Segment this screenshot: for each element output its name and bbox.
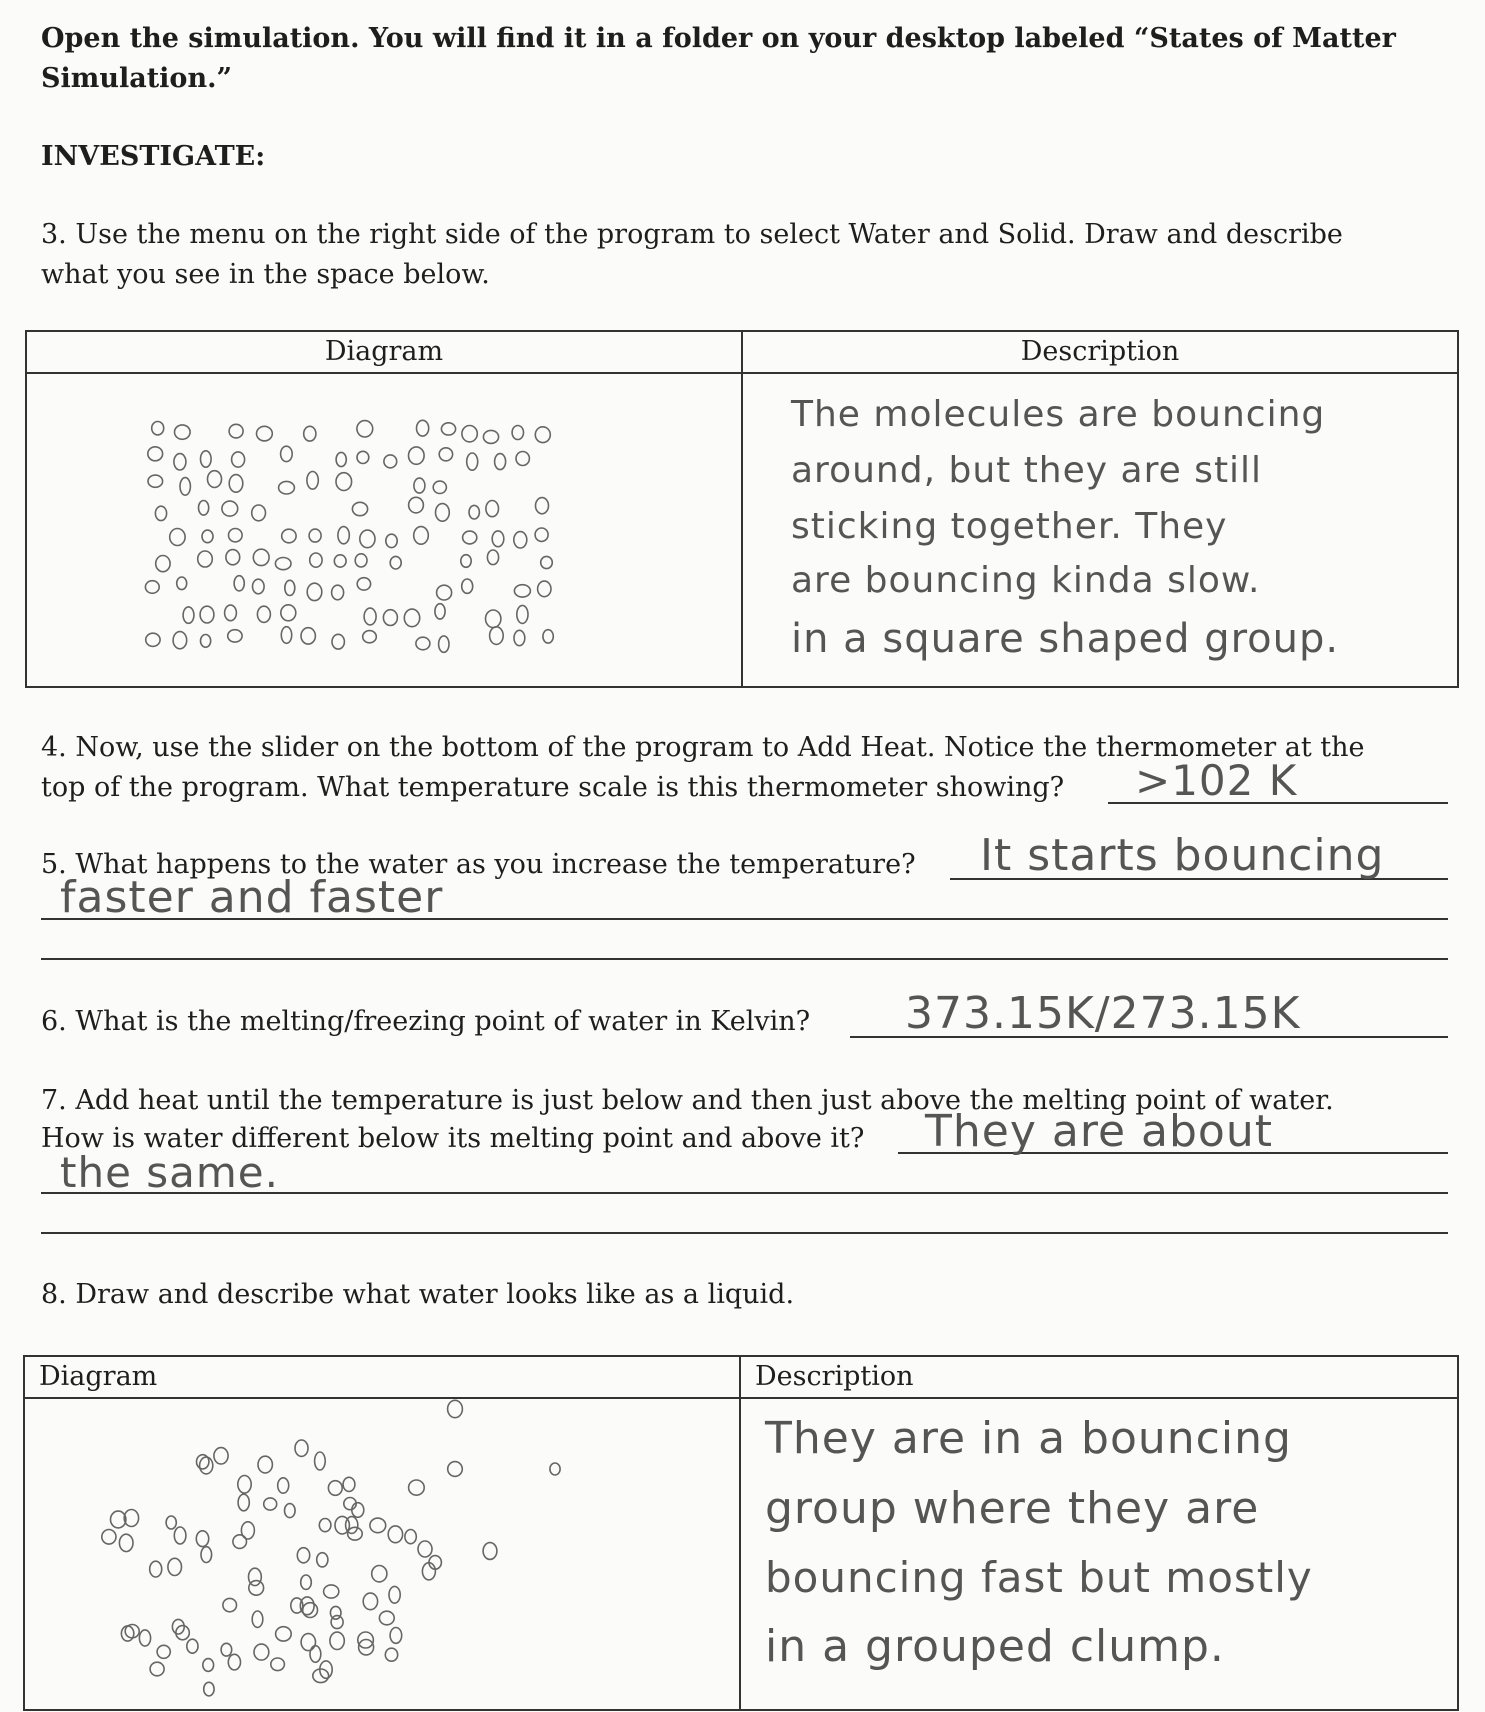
molecule-circle	[304, 426, 316, 441]
molecule-circle	[307, 472, 318, 490]
molecule-circle	[254, 1644, 269, 1660]
molecule-circle	[200, 1457, 213, 1474]
molecule-circle	[409, 497, 424, 513]
molecule-circle	[330, 1632, 344, 1649]
q8-answer-line-2: group where they are	[765, 1483, 1260, 1534]
molecule-circle	[390, 556, 401, 569]
q8-question: 8. Draw and describe what water looks like as a liquid.	[41, 1279, 795, 1310]
molecule-circle	[155, 506, 166, 520]
molecule-circle	[439, 636, 449, 652]
molecule-circle	[301, 1575, 312, 1589]
molecule-circle	[514, 630, 525, 645]
molecule-circle	[187, 1639, 198, 1653]
molecule-circle	[357, 578, 370, 590]
q3-description-cell	[742, 373, 1458, 687]
molecule-circle	[414, 478, 425, 493]
q3-line-1: 3. Use the menu on the right side of the program to select Water and Solid. Draw and describe	[41, 219, 1343, 250]
q8-table	[23, 1355, 1459, 1711]
molecule-circle	[383, 610, 397, 626]
molecule-circle	[448, 1400, 463, 1417]
molecule-circle	[336, 452, 346, 466]
q4-line-1: 4. Now, use the slider on the bottom of the program to Add Heat. Notice the thermometer at the	[41, 732, 1365, 763]
molecule-circle	[199, 501, 209, 516]
q3-diagram-cell	[26, 373, 742, 687]
molecule-circle	[324, 1585, 339, 1598]
molecule-circle	[517, 605, 528, 623]
molecule-circle	[238, 1476, 251, 1494]
q8-diagram-header: Diagram	[24, 1356, 740, 1398]
molecule-circle	[536, 498, 549, 514]
molecule-circle	[253, 549, 269, 565]
molecule-circle	[226, 550, 240, 565]
molecule-circle	[384, 455, 397, 468]
molecule-circle	[301, 1634, 315, 1651]
molecule-circle	[433, 481, 446, 493]
q8-diagram-cell	[24, 1398, 740, 1710]
molecule-circle	[183, 607, 194, 623]
q3-answer-line-3: sticking together. They	[791, 506, 1228, 547]
molecule-circle	[201, 451, 212, 467]
molecule-circle	[119, 1534, 133, 1551]
molecule-circle	[197, 1455, 209, 1469]
molecule-circle	[486, 610, 501, 628]
molecule-circle	[177, 577, 187, 590]
molecule-circle	[223, 1598, 237, 1611]
molecule-circle	[487, 550, 498, 565]
q4-line-2: top of the program. What temperature scale is this thermometer showing?	[41, 772, 1065, 803]
molecule-circle	[441, 423, 455, 435]
q7-answer-2: the same.	[60, 1148, 279, 1197]
q3-diagram-header: Diagram	[26, 331, 742, 373]
molecule-circle	[174, 454, 186, 470]
molecule-circle	[150, 1662, 164, 1676]
molecule-circle	[319, 1519, 331, 1532]
molecule-circle	[157, 1645, 170, 1658]
molecule-circle	[512, 426, 523, 440]
molecule-circle	[148, 447, 163, 461]
molecule-circle	[249, 1568, 262, 1585]
molecule-circle	[338, 527, 349, 544]
molecule-circle	[317, 1553, 328, 1567]
liquid-molecule-drawing	[25, 1399, 741, 1709]
molecule-circle	[146, 633, 160, 646]
molecule-circle	[543, 630, 553, 643]
molecule-circle	[257, 426, 273, 441]
molecule-circle	[252, 505, 266, 521]
molecule-circle	[495, 454, 506, 470]
q3-answer-line-1: The molecules are bouncing	[791, 394, 1326, 435]
q3-description-header: Description	[742, 331, 1458, 373]
molecule-circle	[310, 1646, 321, 1663]
molecule-circle	[152, 422, 164, 435]
molecule-circle	[228, 1654, 240, 1670]
molecule-circle	[357, 451, 369, 463]
molecule-circle	[150, 1561, 162, 1577]
molecule-circle	[483, 1543, 497, 1560]
molecule-circle	[379, 1611, 394, 1625]
molecule-circle	[336, 473, 352, 491]
molecule-circle	[490, 627, 504, 645]
molecule-circle	[404, 609, 419, 627]
molecule-circle	[252, 1611, 263, 1627]
molecule-circle	[232, 452, 245, 467]
molecule-circle	[264, 1498, 277, 1510]
q7-answer-1: They are about	[925, 1106, 1273, 1157]
molecule-circle	[386, 534, 397, 547]
molecule-circle	[121, 1626, 133, 1641]
molecule-circle	[175, 425, 191, 439]
molecule-circle	[156, 556, 170, 572]
molecule-circle	[514, 585, 530, 597]
molecule-circle	[200, 606, 214, 623]
molecule-circle	[295, 1440, 308, 1456]
molecule-circle	[225, 605, 237, 621]
molecule-circle	[436, 504, 450, 522]
molecule-circle	[173, 632, 187, 649]
molecule-circle	[334, 555, 346, 567]
molecule-circle	[514, 532, 527, 548]
molecule-circle	[301, 628, 315, 644]
q8-answer-line-4: in a grouped clump.	[765, 1621, 1225, 1672]
molecule-circle	[281, 627, 291, 644]
molecule-circle	[463, 531, 477, 544]
molecule-circle	[168, 1558, 182, 1575]
molecule-circle	[170, 529, 185, 546]
intro-line-2: Simulation.”	[41, 63, 233, 94]
molecule-circle	[281, 605, 296, 621]
q5-answer-2: faster and faster	[60, 872, 444, 923]
molecule-circle	[258, 1456, 272, 1473]
section-heading: INVESTIGATE:	[41, 141, 266, 172]
q7-answer-line-3	[41, 1232, 1448, 1234]
molecule-circle	[166, 1516, 176, 1529]
molecule-circle	[538, 581, 551, 597]
molecule-circle	[174, 1527, 186, 1544]
molecule-circle	[390, 1628, 402, 1644]
molecule-circle	[139, 1630, 150, 1646]
molecule-circle	[229, 529, 243, 542]
q6-question: 6. What is the melting/freezing point of water in Kelvin?	[41, 1006, 811, 1037]
q6-answer: 373.15K/273.15K	[905, 988, 1301, 1039]
molecule-circle	[208, 471, 222, 488]
molecule-circle	[462, 579, 473, 593]
molecule-circle	[363, 631, 377, 643]
molecule-circle	[385, 1648, 397, 1661]
molecule-circle	[483, 430, 498, 443]
molecule-circle	[335, 1516, 349, 1534]
molecule-circle	[535, 528, 548, 541]
q4-answer: >102 K	[1135, 756, 1298, 805]
molecule-circle	[198, 551, 213, 567]
q8-answer-line-3: bouncing fast but mostly	[765, 1553, 1313, 1602]
molecule-circle	[332, 634, 344, 649]
molecule-circle	[315, 1452, 326, 1470]
molecule-circle	[388, 1526, 402, 1543]
solid-molecule-drawing	[27, 374, 743, 686]
molecule-circle	[370, 1518, 386, 1533]
molecule-circle	[285, 580, 295, 595]
molecule-circle	[257, 606, 270, 622]
intro-line-1: Open the simulation. You will find it in a folder on your desktop labeled “States of Matter	[41, 23, 1396, 54]
molecule-circle	[535, 427, 550, 443]
q5-answer-1: It starts bouncing	[980, 830, 1385, 881]
molecule-circle	[281, 446, 293, 461]
molecule-circle	[148, 475, 163, 487]
molecule-circle	[469, 505, 479, 519]
molecule-circle	[364, 608, 376, 625]
molecule-circle	[467, 453, 478, 470]
molecule-circle	[229, 475, 243, 493]
molecule-circle	[279, 481, 295, 494]
q5-answer-line-3	[41, 958, 1448, 960]
molecule-circle	[276, 1627, 292, 1641]
molecule-circle	[363, 1593, 377, 1610]
molecule-circle	[330, 1606, 341, 1619]
molecule-circle	[203, 1659, 214, 1672]
molecule-circle	[486, 501, 499, 517]
molecule-circle	[448, 1462, 463, 1477]
molecule-circle	[310, 553, 322, 567]
molecule-circle	[516, 452, 529, 466]
molecule-circle	[278, 1478, 289, 1493]
molecule-circle	[229, 424, 243, 438]
molecule-circle	[201, 635, 211, 648]
molecule-circle	[180, 478, 190, 496]
molecule-circle	[352, 1503, 364, 1518]
q5-question: 5. What happens to the water as you increase the temperature?	[41, 849, 916, 880]
q3-answer-line-2: around, but they are still	[791, 450, 1263, 491]
molecule-circle	[201, 1547, 212, 1563]
molecule-circle	[343, 1477, 355, 1491]
molecule-circle	[550, 1463, 560, 1475]
q7-line-2: How is water different below its melting point and above it?	[41, 1123, 865, 1154]
q8-description-header: Description	[740, 1356, 1458, 1398]
molecule-circle	[328, 1481, 342, 1496]
molecule-circle	[389, 1586, 400, 1603]
molecule-circle	[204, 1682, 214, 1696]
q3-answer-line-5: in a square shaped group.	[791, 616, 1340, 662]
molecule-circle	[221, 1643, 232, 1656]
molecule-circle	[238, 1494, 249, 1511]
q3-table	[25, 330, 1459, 688]
molecule-circle	[125, 1625, 139, 1638]
q3-answer-line-4: are bouncing kinda slow.	[791, 560, 1261, 601]
molecule-circle	[282, 529, 296, 543]
molecule-circle	[228, 630, 242, 642]
molecule-circle	[275, 558, 291, 570]
molecule-circle	[307, 583, 322, 600]
molecule-circle	[303, 1603, 318, 1618]
molecule-circle	[439, 448, 452, 461]
molecule-circle	[360, 530, 375, 548]
molecule-circle	[417, 420, 429, 436]
molecule-circle	[357, 421, 373, 437]
molecule-circle	[202, 530, 213, 543]
q8-answer-line-1: They are in a bouncing	[765, 1413, 1292, 1464]
molecule-circle	[414, 527, 429, 545]
molecule-circle	[102, 1530, 116, 1545]
q8-description-cell	[740, 1398, 1458, 1710]
molecule-circle	[355, 554, 367, 567]
molecule-circle	[462, 426, 477, 442]
molecule-circle	[214, 1448, 228, 1464]
molecule-circle	[416, 637, 430, 650]
molecule-circle	[409, 447, 425, 464]
molecule-circle	[435, 604, 445, 619]
molecule-circle	[196, 1531, 208, 1547]
molecule-circle	[372, 1566, 387, 1582]
molecule-circle	[145, 581, 159, 594]
molecule-circle	[332, 585, 344, 600]
q3-line-2: what you see in the space below.	[41, 259, 490, 290]
molecule-circle	[409, 1480, 425, 1495]
molecule-circle	[405, 1530, 416, 1544]
molecule-circle	[418, 1541, 432, 1557]
molecule-circle	[297, 1548, 309, 1563]
molecule-circle	[285, 1504, 296, 1518]
molecule-circle	[253, 579, 265, 594]
molecule-circle	[492, 531, 504, 547]
molecule-circle	[222, 501, 238, 516]
molecule-circle	[461, 555, 471, 568]
molecule-circle	[234, 576, 244, 591]
molecule-circle	[309, 529, 321, 542]
molecule-circle	[541, 556, 553, 568]
q7-line-1: 7. Add heat until the temperature is just below and then just above the melting point of water.	[41, 1085, 1334, 1116]
molecule-circle	[233, 1535, 247, 1549]
molecule-circle	[352, 502, 367, 515]
molecule-circle	[437, 585, 452, 600]
molecule-circle	[271, 1658, 285, 1671]
